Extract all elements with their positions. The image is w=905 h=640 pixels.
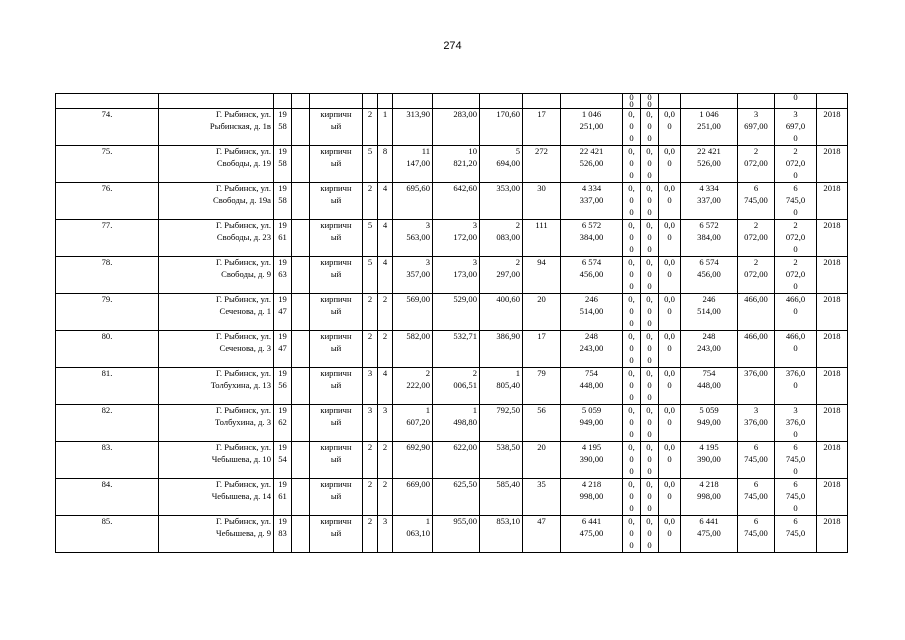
rate-cell: 2 072,0 0	[775, 146, 817, 183]
floors-cell: 3	[363, 368, 378, 405]
planned-year-cell: 2018	[817, 257, 848, 294]
wall-material-cell: кирпичн ый	[310, 331, 363, 368]
floors-cell: 2	[363, 479, 378, 516]
cost-cell: 4 218 998,00	[561, 479, 623, 516]
value-cell: 0, 0 0	[623, 146, 641, 183]
planned-year-cell: 2018	[817, 479, 848, 516]
value-cell: 0, 0 0	[623, 516, 641, 553]
address-cell: Г. Рыбинск, ул. Толбухина, д. 3	[159, 405, 274, 442]
residents-cell: 94	[523, 257, 561, 294]
table-body	[56, 94, 848, 553]
living-area-cell: 10 821,20	[433, 146, 480, 183]
cost-cell: 22 421 526,00	[681, 146, 738, 183]
empty-cell	[292, 405, 310, 442]
row-number: 76.	[56, 183, 159, 220]
rate-cell: 3 697,0 0	[775, 109, 817, 146]
table-cell: 0	[775, 94, 817, 109]
empty-cell	[292, 146, 310, 183]
area-cell: 853,10	[480, 516, 523, 553]
year-built-cell: 19 83	[274, 516, 292, 553]
address-cell: Г. Рыбинск, ул. Толбухина, д. 13	[159, 368, 274, 405]
residents-cell: 17	[523, 331, 561, 368]
wall-material-cell: кирпичн ый	[310, 405, 363, 442]
wall-material-cell: кирпичн ый	[310, 479, 363, 516]
area-cell: 400,60	[480, 294, 523, 331]
row-number: 75.	[56, 146, 159, 183]
table-cell	[561, 94, 623, 109]
row-number: 85.	[56, 516, 159, 553]
rate-cell: 6 745,0 0	[775, 479, 817, 516]
cost-cell: 5 059 949,00	[681, 405, 738, 442]
table-cell	[817, 94, 848, 109]
rate-cell: 2 072,00	[738, 220, 775, 257]
empty-cell	[292, 331, 310, 368]
floors-cell: 2	[363, 183, 378, 220]
entrances-cell: 2	[378, 442, 393, 479]
empty-cell	[292, 442, 310, 479]
cost-cell: 4 334 337,00	[681, 183, 738, 220]
area-cell: 386,90	[480, 331, 523, 368]
living-area-cell: 3 172,00	[433, 220, 480, 257]
living-area-cell: 1 498,80	[433, 405, 480, 442]
wall-material-cell: кирпичн ый	[310, 146, 363, 183]
value-cell: 0,0 0	[659, 183, 681, 220]
residents-cell: 111	[523, 220, 561, 257]
total-area-cell: 313,90	[393, 109, 433, 146]
value-cell: 0, 0 0	[623, 405, 641, 442]
table-cell	[310, 94, 363, 109]
row-number: 79.	[56, 294, 159, 331]
value-cell: 0, 0 0	[623, 331, 641, 368]
wall-material-cell: кирпичн ый	[310, 516, 363, 553]
page-number: 274	[443, 40, 462, 52]
planned-year-cell: 2018	[817, 183, 848, 220]
value-cell: 0, 0 0	[641, 368, 659, 405]
value-cell: 0, 0 0	[641, 516, 659, 553]
table-row	[56, 294, 848, 331]
value-cell: 0,0 0	[659, 294, 681, 331]
floors-cell: 2	[363, 109, 378, 146]
wall-material-cell: кирпичн ый	[310, 368, 363, 405]
value-cell: 0, 0 0	[623, 109, 641, 146]
cost-cell: 246 514,00	[561, 294, 623, 331]
wall-material-cell: кирпичн ый	[310, 294, 363, 331]
cost-cell: 6 441 475,00	[681, 516, 738, 553]
address-cell: Г. Рыбинск, ул. Свободы, д. 19а	[159, 183, 274, 220]
rate-cell: 3 376,0 0	[775, 405, 817, 442]
row-number: 80.	[56, 331, 159, 368]
address-cell: Г. Рыбинск, ул. Сеченова, д. 1	[159, 294, 274, 331]
planned-year-cell: 2018	[817, 368, 848, 405]
rate-cell: 466,00	[738, 294, 775, 331]
entrances-cell: 4	[378, 257, 393, 294]
total-area-cell: 582,00	[393, 331, 433, 368]
rate-cell: 6 745,0 0	[775, 183, 817, 220]
table-cell	[393, 94, 433, 109]
row-number: 84.	[56, 479, 159, 516]
wall-material-cell: кирпичн ый	[310, 183, 363, 220]
table-cell	[681, 94, 738, 109]
table-row	[56, 405, 848, 442]
value-cell: 0, 0 0	[623, 257, 641, 294]
year-built-cell: 19 56	[274, 368, 292, 405]
wall-material-cell: кирпичн ый	[310, 109, 363, 146]
planned-year-cell: 2018	[817, 516, 848, 553]
cost-cell: 4 195 390,00	[681, 442, 738, 479]
cost-cell: 6 572 384,00	[561, 220, 623, 257]
table-cell	[274, 94, 292, 109]
total-area-cell: 1 607,20	[393, 405, 433, 442]
year-built-cell: 19 58	[274, 183, 292, 220]
cost-cell: 754 448,00	[681, 368, 738, 405]
rate-cell: 6 745,00	[738, 442, 775, 479]
table-row	[56, 146, 848, 183]
entrances-cell: 1	[378, 109, 393, 146]
row-number: 81.	[56, 368, 159, 405]
year-built-cell: 19 47	[274, 294, 292, 331]
planned-year-cell: 2018	[817, 405, 848, 442]
residents-cell: 30	[523, 183, 561, 220]
wall-material-cell: кирпичн ый	[310, 442, 363, 479]
cost-cell: 22 421 526,00	[561, 146, 623, 183]
value-cell: 0, 0 0	[641, 479, 659, 516]
entrances-cell: 2	[378, 331, 393, 368]
year-built-cell: 19 47	[274, 331, 292, 368]
table-cell	[659, 94, 681, 109]
year-built-cell: 19 58	[274, 109, 292, 146]
cost-cell: 6 441 475,00	[561, 516, 623, 553]
rate-cell: 6 745,00	[738, 183, 775, 220]
year-built-cell: 19 62	[274, 405, 292, 442]
living-area-cell: 532,71	[433, 331, 480, 368]
address-cell: Г. Рыбинск, ул. Свободы, д. 23	[159, 220, 274, 257]
total-area-cell: 669,00	[393, 479, 433, 516]
address-cell: Г. Рыбинск, ул. Чебышева, д. 14	[159, 479, 274, 516]
cost-cell: 4 334 337,00	[561, 183, 623, 220]
residents-cell: 272	[523, 146, 561, 183]
rate-cell: 6 745,0	[775, 516, 817, 553]
value-cell: 0, 0 0	[623, 220, 641, 257]
year-built-cell: 19 58	[274, 146, 292, 183]
table-cell	[363, 94, 378, 109]
floors-cell: 5	[363, 146, 378, 183]
empty-cell	[292, 368, 310, 405]
residents-cell: 47	[523, 516, 561, 553]
value-cell: 0, 0 0	[641, 442, 659, 479]
entrances-cell: 3	[378, 516, 393, 553]
address-cell: Г. Рыбинск, ул. Чебышева, д. 9	[159, 516, 274, 553]
value-cell: 0, 0 0	[623, 479, 641, 516]
area-cell: 1 805,40	[480, 368, 523, 405]
table-row	[56, 368, 848, 405]
value-cell: 0, 0 0	[623, 442, 641, 479]
value-cell: 0, 0 0	[623, 183, 641, 220]
living-area-cell: 622,00	[433, 442, 480, 479]
rate-cell: 376,0 0	[775, 368, 817, 405]
entrances-cell: 2	[378, 294, 393, 331]
residents-cell: 79	[523, 368, 561, 405]
floors-cell: 2	[363, 442, 378, 479]
row-number: 78.	[56, 257, 159, 294]
residents-cell: 35	[523, 479, 561, 516]
cost-cell: 1 046 251,00	[681, 109, 738, 146]
residents-cell: 20	[523, 442, 561, 479]
cost-cell: 4 218 998,00	[681, 479, 738, 516]
residents-cell: 17	[523, 109, 561, 146]
area-cell: 2 297,00	[480, 257, 523, 294]
table-cell	[159, 94, 274, 109]
year-built-cell: 19 61	[274, 479, 292, 516]
area-cell: 2 083,00	[480, 220, 523, 257]
cost-cell: 248 243,00	[681, 331, 738, 368]
empty-cell	[292, 109, 310, 146]
entrances-cell: 4	[378, 368, 393, 405]
total-area-cell: 3 357,00	[393, 257, 433, 294]
value-cell: 0,0 0	[659, 516, 681, 553]
year-built-cell: 19 63	[274, 257, 292, 294]
table-row	[56, 109, 848, 146]
value-cell: 0,0 0	[659, 220, 681, 257]
total-area-cell: 692,90	[393, 442, 433, 479]
total-area-cell: 695,60	[393, 183, 433, 220]
rate-cell: 376,00	[738, 368, 775, 405]
row-number: 82.	[56, 405, 159, 442]
planned-year-cell: 2018	[817, 146, 848, 183]
area-cell: 353,00	[480, 183, 523, 220]
planned-year-cell: 2018	[817, 442, 848, 479]
total-area-cell: 569,00	[393, 294, 433, 331]
living-area-cell: 2 006,51	[433, 368, 480, 405]
address-cell: Г. Рыбинск, ул. Рыбинская, д. 1в	[159, 109, 274, 146]
living-area-cell: 3 173,00	[433, 257, 480, 294]
rate-cell: 2 072,0 0	[775, 257, 817, 294]
area-cell: 5 694,00	[480, 146, 523, 183]
value-cell: 0, 0 0	[641, 183, 659, 220]
rate-cell: 6 745,00	[738, 479, 775, 516]
table-row-continuation	[56, 94, 848, 109]
living-area-cell: 625,50	[433, 479, 480, 516]
empty-cell	[292, 479, 310, 516]
table-row	[56, 331, 848, 368]
floors-cell: 5	[363, 257, 378, 294]
value-cell: 0,0 0	[659, 331, 681, 368]
table-cell	[378, 94, 393, 109]
rate-cell: 2 072,0 0	[775, 220, 817, 257]
floors-cell: 2	[363, 516, 378, 553]
table-cell: 0 0	[641, 94, 659, 109]
value-cell: 0, 0 0	[641, 146, 659, 183]
cost-cell: 6 574 456,00	[681, 257, 738, 294]
total-area-cell: 3 563,00	[393, 220, 433, 257]
value-cell: 0,0 0	[659, 479, 681, 516]
empty-cell	[292, 294, 310, 331]
total-area-cell: 2 222,00	[393, 368, 433, 405]
wall-material-cell: кирпичн ый	[310, 257, 363, 294]
empty-cell	[292, 220, 310, 257]
table-cell: 0 0	[623, 94, 641, 109]
address-cell: Г. Рыбинск, ул. Сеченова, д. 3	[159, 331, 274, 368]
table-row	[56, 516, 848, 553]
cost-cell: 4 195 390,00	[561, 442, 623, 479]
rate-cell: 466,0 0	[775, 294, 817, 331]
rate-cell: 2 072,00	[738, 257, 775, 294]
table-cell	[292, 94, 310, 109]
value-cell: 0, 0 0	[641, 220, 659, 257]
rate-cell: 6 745,00	[738, 516, 775, 553]
address-cell: Г. Рыбинск, ул. Чебышева, д. 10	[159, 442, 274, 479]
value-cell: 0, 0 0	[641, 257, 659, 294]
area-cell: 170,60	[480, 109, 523, 146]
planned-year-cell: 2018	[817, 109, 848, 146]
living-area-cell: 642,60	[433, 183, 480, 220]
table-cell	[433, 94, 480, 109]
value-cell: 0,0 0	[659, 368, 681, 405]
floors-cell: 2	[363, 331, 378, 368]
area-cell: 538,50	[480, 442, 523, 479]
floors-cell: 5	[363, 220, 378, 257]
value-cell: 0,0 0	[659, 257, 681, 294]
value-cell: 0,0 0	[659, 405, 681, 442]
housing-table	[55, 93, 848, 553]
value-cell: 0,0 0	[659, 146, 681, 183]
value-cell: 0,0 0	[659, 109, 681, 146]
living-area-cell: 283,00	[433, 109, 480, 146]
table-cell	[523, 94, 561, 109]
value-cell: 0,0 0	[659, 442, 681, 479]
value-cell: 0, 0 0	[623, 294, 641, 331]
entrances-cell: 4	[378, 183, 393, 220]
table-row	[56, 479, 848, 516]
cost-cell: 5 059 949,00	[561, 405, 623, 442]
value-cell: 0, 0 0	[641, 405, 659, 442]
entrances-cell: 8	[378, 146, 393, 183]
rate-cell: 2 072,00	[738, 146, 775, 183]
cost-cell: 6 572 384,00	[681, 220, 738, 257]
rate-cell: 3 697,00	[738, 109, 775, 146]
living-area-cell: 529,00	[433, 294, 480, 331]
year-built-cell: 19 54	[274, 442, 292, 479]
area-cell: 792,50	[480, 405, 523, 442]
total-area-cell: 11 147,00	[393, 146, 433, 183]
rate-cell: 466,0 0	[775, 331, 817, 368]
address-cell: Г. Рыбинск, ул. Свободы, д. 19	[159, 146, 274, 183]
table-row	[56, 257, 848, 294]
empty-cell	[292, 516, 310, 553]
table-row	[56, 220, 848, 257]
rate-cell: 6 745,0 0	[775, 442, 817, 479]
entrances-cell: 2	[378, 479, 393, 516]
floors-cell: 3	[363, 405, 378, 442]
row-number: 77.	[56, 220, 159, 257]
empty-cell	[292, 257, 310, 294]
rate-cell: 466,00	[738, 331, 775, 368]
cost-cell: 248 243,00	[561, 331, 623, 368]
row-number: 74.	[56, 109, 159, 146]
wall-material-cell: кирпичн ый	[310, 220, 363, 257]
table-cell	[738, 94, 775, 109]
empty-cell	[292, 183, 310, 220]
residents-cell: 20	[523, 294, 561, 331]
planned-year-cell: 2018	[817, 331, 848, 368]
cost-cell: 754 448,00	[561, 368, 623, 405]
rate-cell: 3 376,00	[738, 405, 775, 442]
table-cell	[56, 94, 159, 109]
total-area-cell: 1 063,10	[393, 516, 433, 553]
cost-cell: 246 514,00	[681, 294, 738, 331]
area-cell: 585,40	[480, 479, 523, 516]
cost-cell: 6 574 456,00	[561, 257, 623, 294]
value-cell: 0, 0 0	[623, 368, 641, 405]
residents-cell: 56	[523, 405, 561, 442]
table-row	[56, 183, 848, 220]
entrances-cell: 4	[378, 220, 393, 257]
value-cell: 0, 0 0	[641, 294, 659, 331]
address-cell: Г. Рыбинск, ул. Свободы, д. 9	[159, 257, 274, 294]
cost-cell: 1 046 251,00	[561, 109, 623, 146]
floors-cell: 2	[363, 294, 378, 331]
living-area-cell: 955,00	[433, 516, 480, 553]
entrances-cell: 3	[378, 405, 393, 442]
planned-year-cell: 2018	[817, 220, 848, 257]
planned-year-cell: 2018	[817, 294, 848, 331]
value-cell: 0, 0 0	[641, 109, 659, 146]
table-row	[56, 442, 848, 479]
year-built-cell: 19 61	[274, 220, 292, 257]
row-number: 83.	[56, 442, 159, 479]
table-cell	[480, 94, 523, 109]
value-cell: 0, 0 0	[641, 331, 659, 368]
